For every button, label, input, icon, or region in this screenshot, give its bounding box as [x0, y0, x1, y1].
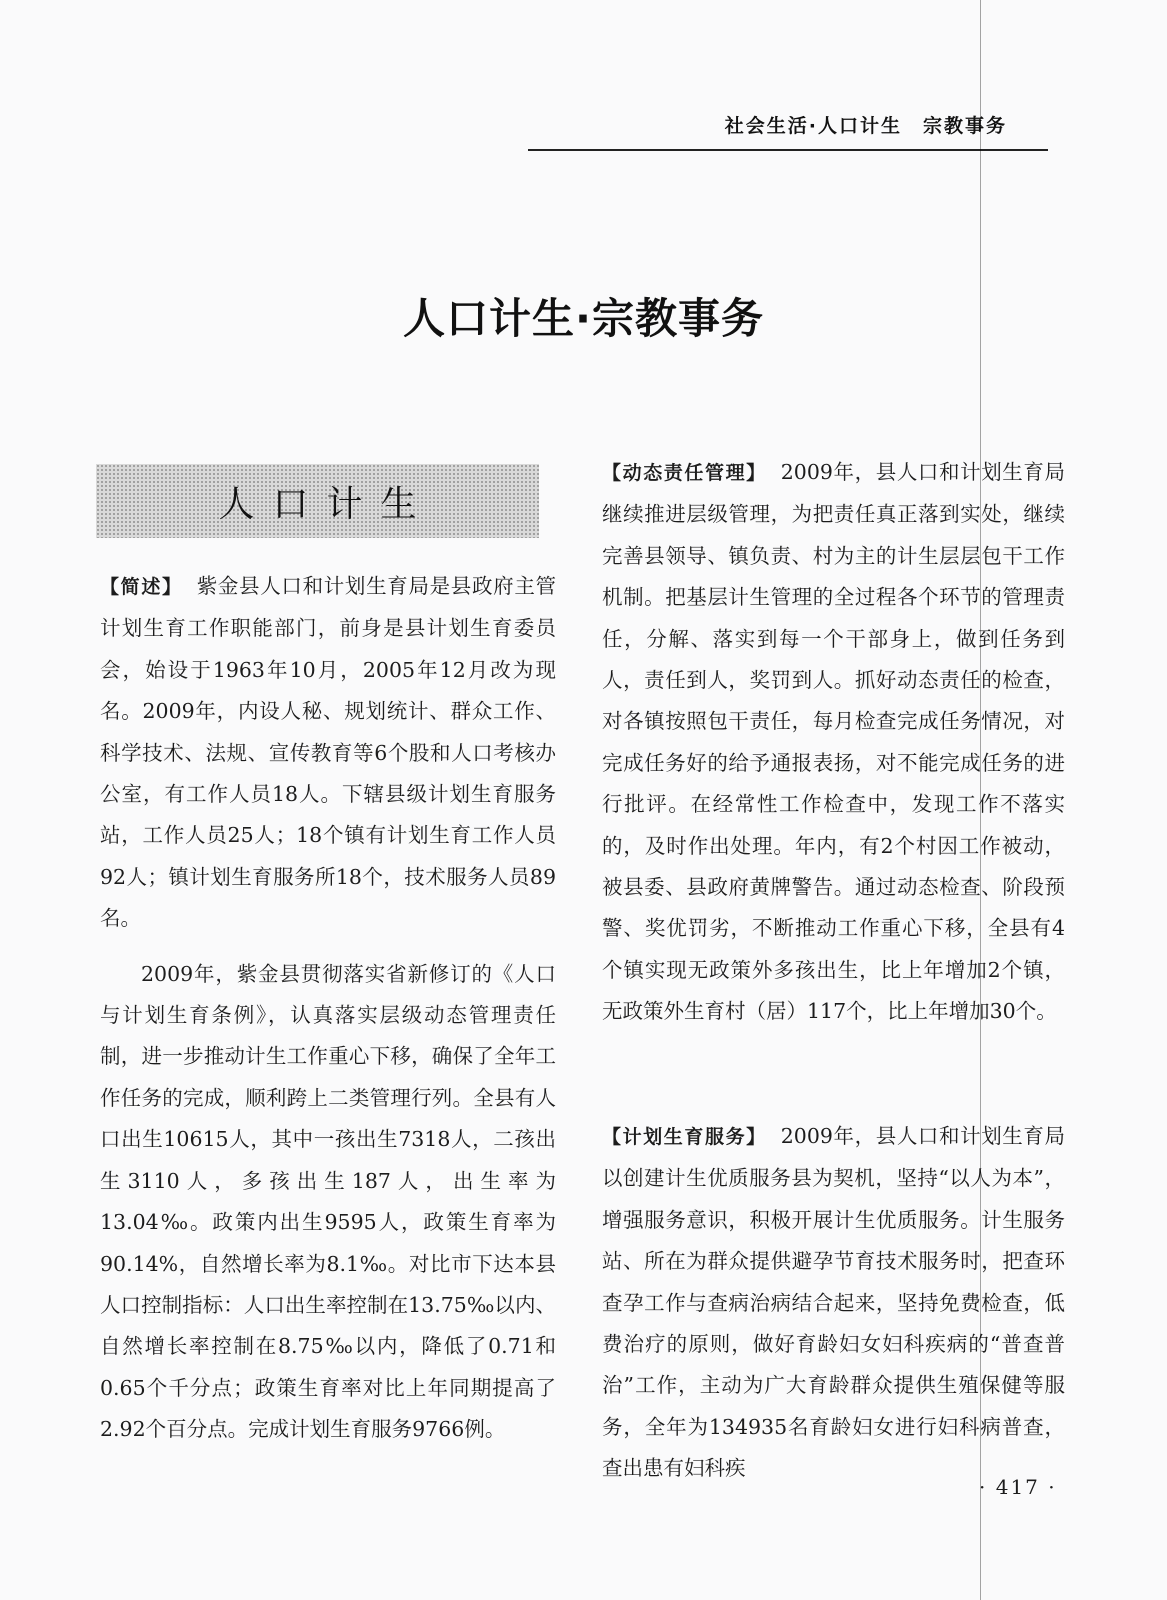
dynamic-management-tag: 【动态责任管理】 [602, 462, 767, 484]
scan-fold-line [980, 0, 981, 1600]
page-number: · 417 · [979, 1475, 1057, 1499]
section-heading: 人口计生 [218, 483, 435, 525]
header-rule [528, 149, 1048, 151]
overview-paragraph [100, 566, 556, 940]
summary-paragraph: 2009年，紫金县贯彻落实省新修订的《人口与计划生育条例》，认真落实层级动态管理责任制，进一步推动计生工作重心下移，确保了全年工作任务的完成，顺利跨上二类管理行列。全县有人口出生10615人，其中一孩出生7318人，二孩出生3110人，多孩出生187人，出生率为13.04‰。政策内出生9595人，政策生育率为90.14%，自然增长率为8.1‰。对比市下达本县人口控制指标：人口出生率控制在13.75‰以内、自然增长率控制在8.75‰以内，降低了0.71和0.65个千分点；政策生育率对比上年同期提高了2.92个百分点。完成计划生育服务9766例。 [100, 961, 556, 1442]
family-planning-service-section [602, 1116, 1065, 1490]
overview-tag: 【简述】 [100, 576, 183, 598]
section-heading-box [96, 464, 539, 538]
overview-text: 紫金县人口和计划生育局是县政府主管计划生育工作职能部门，前身是县计划生育委员会，始设于1963年10月，2005年12月改为现名。2009年，内设人秘、规划统计、群众工作、科学技术、法规、宣传教育等6个股和人口考核办公室，有工作人员18人。下辖县级计划生育服务站，工作人员25人；18个镇有计划生育工作人员92人；镇计划生育服务所18个，技术服务人员89名。 [100, 574, 556, 931]
family-planning-service-text: 2009年，县人口和计划生育局以创建计生优质服务县为契机，坚持“以人为本”，增强服务意识，积极开展计生优质服务。计生服务站、所在为群众提供避孕节育技术服务时，把查环查孕工作与查病治病结合起来，坚持免费检查，低费治疗的原则，做好育龄妇女妇科疾病的“普查普治”工作，主动为广大育龄群众提供生殖保健等服务，全年为134935名育龄妇女进行妇科病普查，查出患有妇科疾 [602, 1124, 1065, 1481]
dynamic-management-text: 2009年，县人口和计划生育局继续推进层级管理，为把责任真正落到实处，继续完善县领导、镇负责、村为主的计生层层包干工作机制。把基层计生管理的全过程各个环节的管理责任，分解、落实到每一个干部身上，做到任务到人，责任到人，奖罚到人。抓好动态责任的检查，对各镇按照包干责任，每月检查完成任务情况，对完成任务好的给予通报表扬，对不能完成任务的进行批评。在经常性工作检查中，发现工作不落实的，及时作出处理。年内，有2个村因工作被动，被县委、县政府黄牌警告。通过动态检查、阶段预警、奖优罚劣，不断推动工作重心下移，全县有4个镇实现无政策外多孩出生，比上年增加2个镇，无政策外生育村（居）117个，比上年增加30个。 [602, 460, 1065, 1024]
dynamic-management-section [602, 452, 1065, 1033]
left-column [100, 566, 556, 1451]
family-planning-service-tag: 【计划生育服务】 [602, 1126, 767, 1148]
page-title: 人口计生·宗教事务 [403, 294, 764, 343]
running-header: 社会生活·人口计生 宗教事务 [724, 115, 1007, 137]
